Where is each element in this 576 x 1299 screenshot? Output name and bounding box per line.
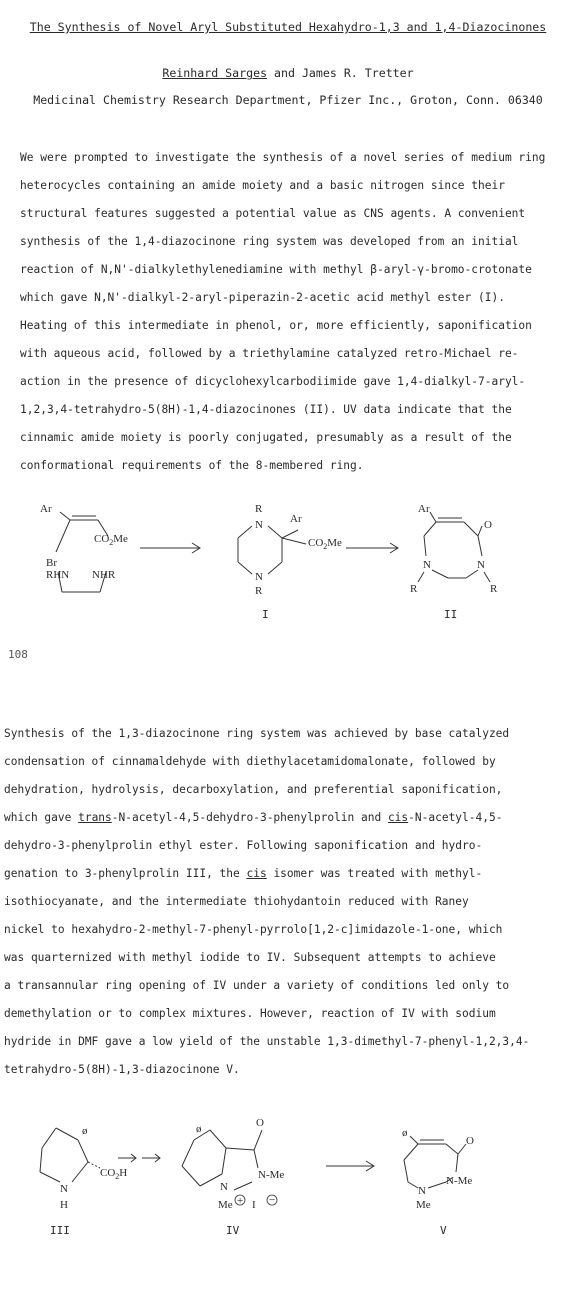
cis-term: cis	[246, 867, 267, 880]
compound-III-structure	[40, 1128, 100, 1182]
aryl-label-II: Ar	[418, 503, 430, 515]
r-substituent-left-II: R	[410, 583, 418, 595]
text-run: isomer was treated with methyl-	[266, 867, 483, 880]
paragraph-line: heterocycles containing an amide moiety and a basic nitrogen since their	[20, 179, 505, 192]
ester-label-I: $CO_2Me$	[308, 537, 342, 551]
paragraph-line: reaction of N,N'-dialkylethylenediamine with methyl β-aryl-γ-bromo-crotonate	[20, 263, 532, 276]
reaction-scheme-1	[0, 490, 576, 630]
r-substituent-top: R	[255, 503, 263, 515]
carboxyl-label-III: $CO_2H$	[100, 1167, 128, 1181]
page-number: 108	[8, 648, 28, 661]
amine-left-label: RHN	[46, 569, 70, 581]
text-run: -N-acetyl-4,5-	[408, 811, 503, 824]
n-methyl-V: N-Me	[446, 1175, 473, 1187]
carbonyl-oxygen-IV: O	[256, 1117, 264, 1129]
reaction-arrow-4	[326, 1161, 374, 1171]
paragraph-line: condensation of cinnamaldehyde with diethylacetamidomalonate, followed by	[4, 755, 496, 768]
paragraph-line: was quarternized with methyl iodide to IV. Subsequent attempts to achieve	[4, 951, 496, 964]
methyl-V: Me	[416, 1199, 431, 1211]
negative-charge-sign: −	[269, 1194, 276, 1206]
hydrogen-III: H	[60, 1199, 68, 1211]
trans-term: trans	[78, 811, 112, 824]
paragraph-line: 1,2,3,4-tetrahydro-5(8H)-1,4-diazocinones (II). UV data indicate that the	[20, 403, 512, 416]
paragraph-line: Synthesis of the 1,3-diazocinone ring system was achieved by base catalyzed	[4, 727, 510, 740]
compound-I-structure	[238, 526, 306, 574]
paragraph-line: action in the presence of dicyclohexylcarbodiimide gave 1,4-dialkyl-7-aryl-	[20, 375, 526, 388]
compound-label-I: I	[262, 608, 269, 621]
paragraph-line: dehydration, hydrolysis, decarboxylation, and preferential saponification,	[4, 783, 503, 796]
reaction-arrow-2	[346, 543, 398, 553]
compound-II-structure	[418, 512, 490, 582]
r-substituent-bottom: R	[255, 585, 263, 597]
methyl-IV: Me	[218, 1199, 233, 1211]
paragraph-line	[4, 860, 529, 888]
paper-title-text: The Synthesis of Novel Aryl Substituted Hexahydro-1,3 and 1,4-Diazocinones	[29, 20, 547, 34]
phenyl-symbol-IV: ø	[196, 1123, 202, 1135]
phenyl-symbol-III: ø	[82, 1125, 88, 1137]
iodide-label: I	[252, 1199, 256, 1211]
text-run: genation to 3-phenylprolin III, the	[4, 867, 247, 880]
text-run: which gave	[4, 811, 79, 824]
nitrogen-bottom: N	[255, 571, 263, 583]
carbonyl-oxygen-II: O	[484, 519, 492, 531]
paragraph-line: structural features suggested a potential value as CNS agents. A convenient	[20, 207, 526, 220]
paragraph-line: tetrahydro-5(8H)-1,3-diazocinone V.	[4, 1063, 240, 1076]
aryl-label-I: Ar	[290, 513, 302, 525]
compound-label-II: II	[444, 608, 458, 621]
nitrogen-V: N	[418, 1185, 426, 1197]
other-authors: and James R. Tretter	[267, 66, 414, 80]
first-author: Reinhard Sarges	[162, 66, 268, 80]
paragraph-line	[4, 804, 529, 832]
paragraph-line: demethylation or to complex mixtures. However, reaction of IV with sodium	[4, 1007, 496, 1020]
paper-title	[0, 20, 576, 34]
paragraph-line: with aqueous acid, followed by a triethylamine catalyzed retro-Michael re-	[20, 347, 519, 360]
ester-label: $CO_2Me$	[94, 533, 128, 547]
cis-term: cis	[387, 811, 409, 824]
paragraph-line: dehydro-3-phenylprolin ethyl ester. Following saponification and hydro-	[4, 839, 483, 852]
paragraph-line: synthesis of the 1,4-diazocinone ring system was developed from an initial	[20, 235, 519, 248]
paragraph-line: a transannular ring opening of IV under a variety of conditions led only to	[4, 979, 510, 992]
compound-label-V: V	[440, 1224, 447, 1237]
paragraph-line: nickel to hexahydro-2-methyl-7-phenyl-pyrrolo[1,2-c]imidazole-1-one, which	[4, 923, 503, 936]
nitrogen-left-II: N	[423, 559, 431, 571]
reaction-arrow-3	[118, 1154, 160, 1162]
nitrogen-IV: N	[220, 1181, 228, 1193]
reaction-scheme-2	[0, 1110, 576, 1250]
reaction-arrow-1	[140, 543, 200, 553]
paragraph-1	[20, 144, 545, 480]
amine-right-label: NHR	[92, 569, 116, 581]
paragraph-2	[4, 720, 529, 1084]
paragraph-line: cinnamic amide moiety is poorly conjugated, presumably as a result of the	[20, 431, 512, 444]
nitrogen-III: N	[60, 1183, 68, 1195]
affiliation: Medicinal Chemistry Research Department, Pfizer Inc., Groton, Conn. 06340	[33, 93, 543, 107]
text-run: -N-acetyl-4,5-dehydro-3-phenylprolin and	[111, 811, 388, 824]
nitrogen-right-II: N	[477, 559, 485, 571]
carbonyl-oxygen-V: O	[466, 1135, 474, 1147]
nitrogen-top: N	[255, 519, 263, 531]
compound-label-III: III	[50, 1224, 70, 1237]
paragraph-line: conformational requirements of the 8-membered ring.	[20, 459, 364, 472]
compound-label-IV: IV	[226, 1224, 240, 1237]
paragraph-line: Heating of this intermediate in phenol, or, more efficiently, saponification	[20, 319, 532, 332]
paragraph-line: isothiocyanate, and the intermediate thiohydantoin reduced with Raney	[4, 895, 469, 908]
r-substituent-right-II: R	[490, 583, 498, 595]
author-line	[0, 66, 576, 80]
paragraph-line: which gave N,N'-dialkyl-2-aryl-piperazin-2-acetic acid methyl ester (I).	[20, 291, 505, 304]
n-methyl-IV: N-Me	[258, 1169, 285, 1181]
paragraph-line: We were prompted to investigate the synthesis of a novel series of medium ring	[20, 151, 546, 164]
positive-charge-sign: +	[237, 1195, 244, 1207]
phenyl-symbol-V: ø	[402, 1127, 408, 1139]
aryl-label: Ar	[40, 503, 52, 515]
paragraph-line: hydride in DMF gave a low yield of the unstable 1,3-dimethyl-7-phenyl-1,2,3,4-	[4, 1035, 530, 1048]
bromo-label: Br	[46, 557, 57, 569]
